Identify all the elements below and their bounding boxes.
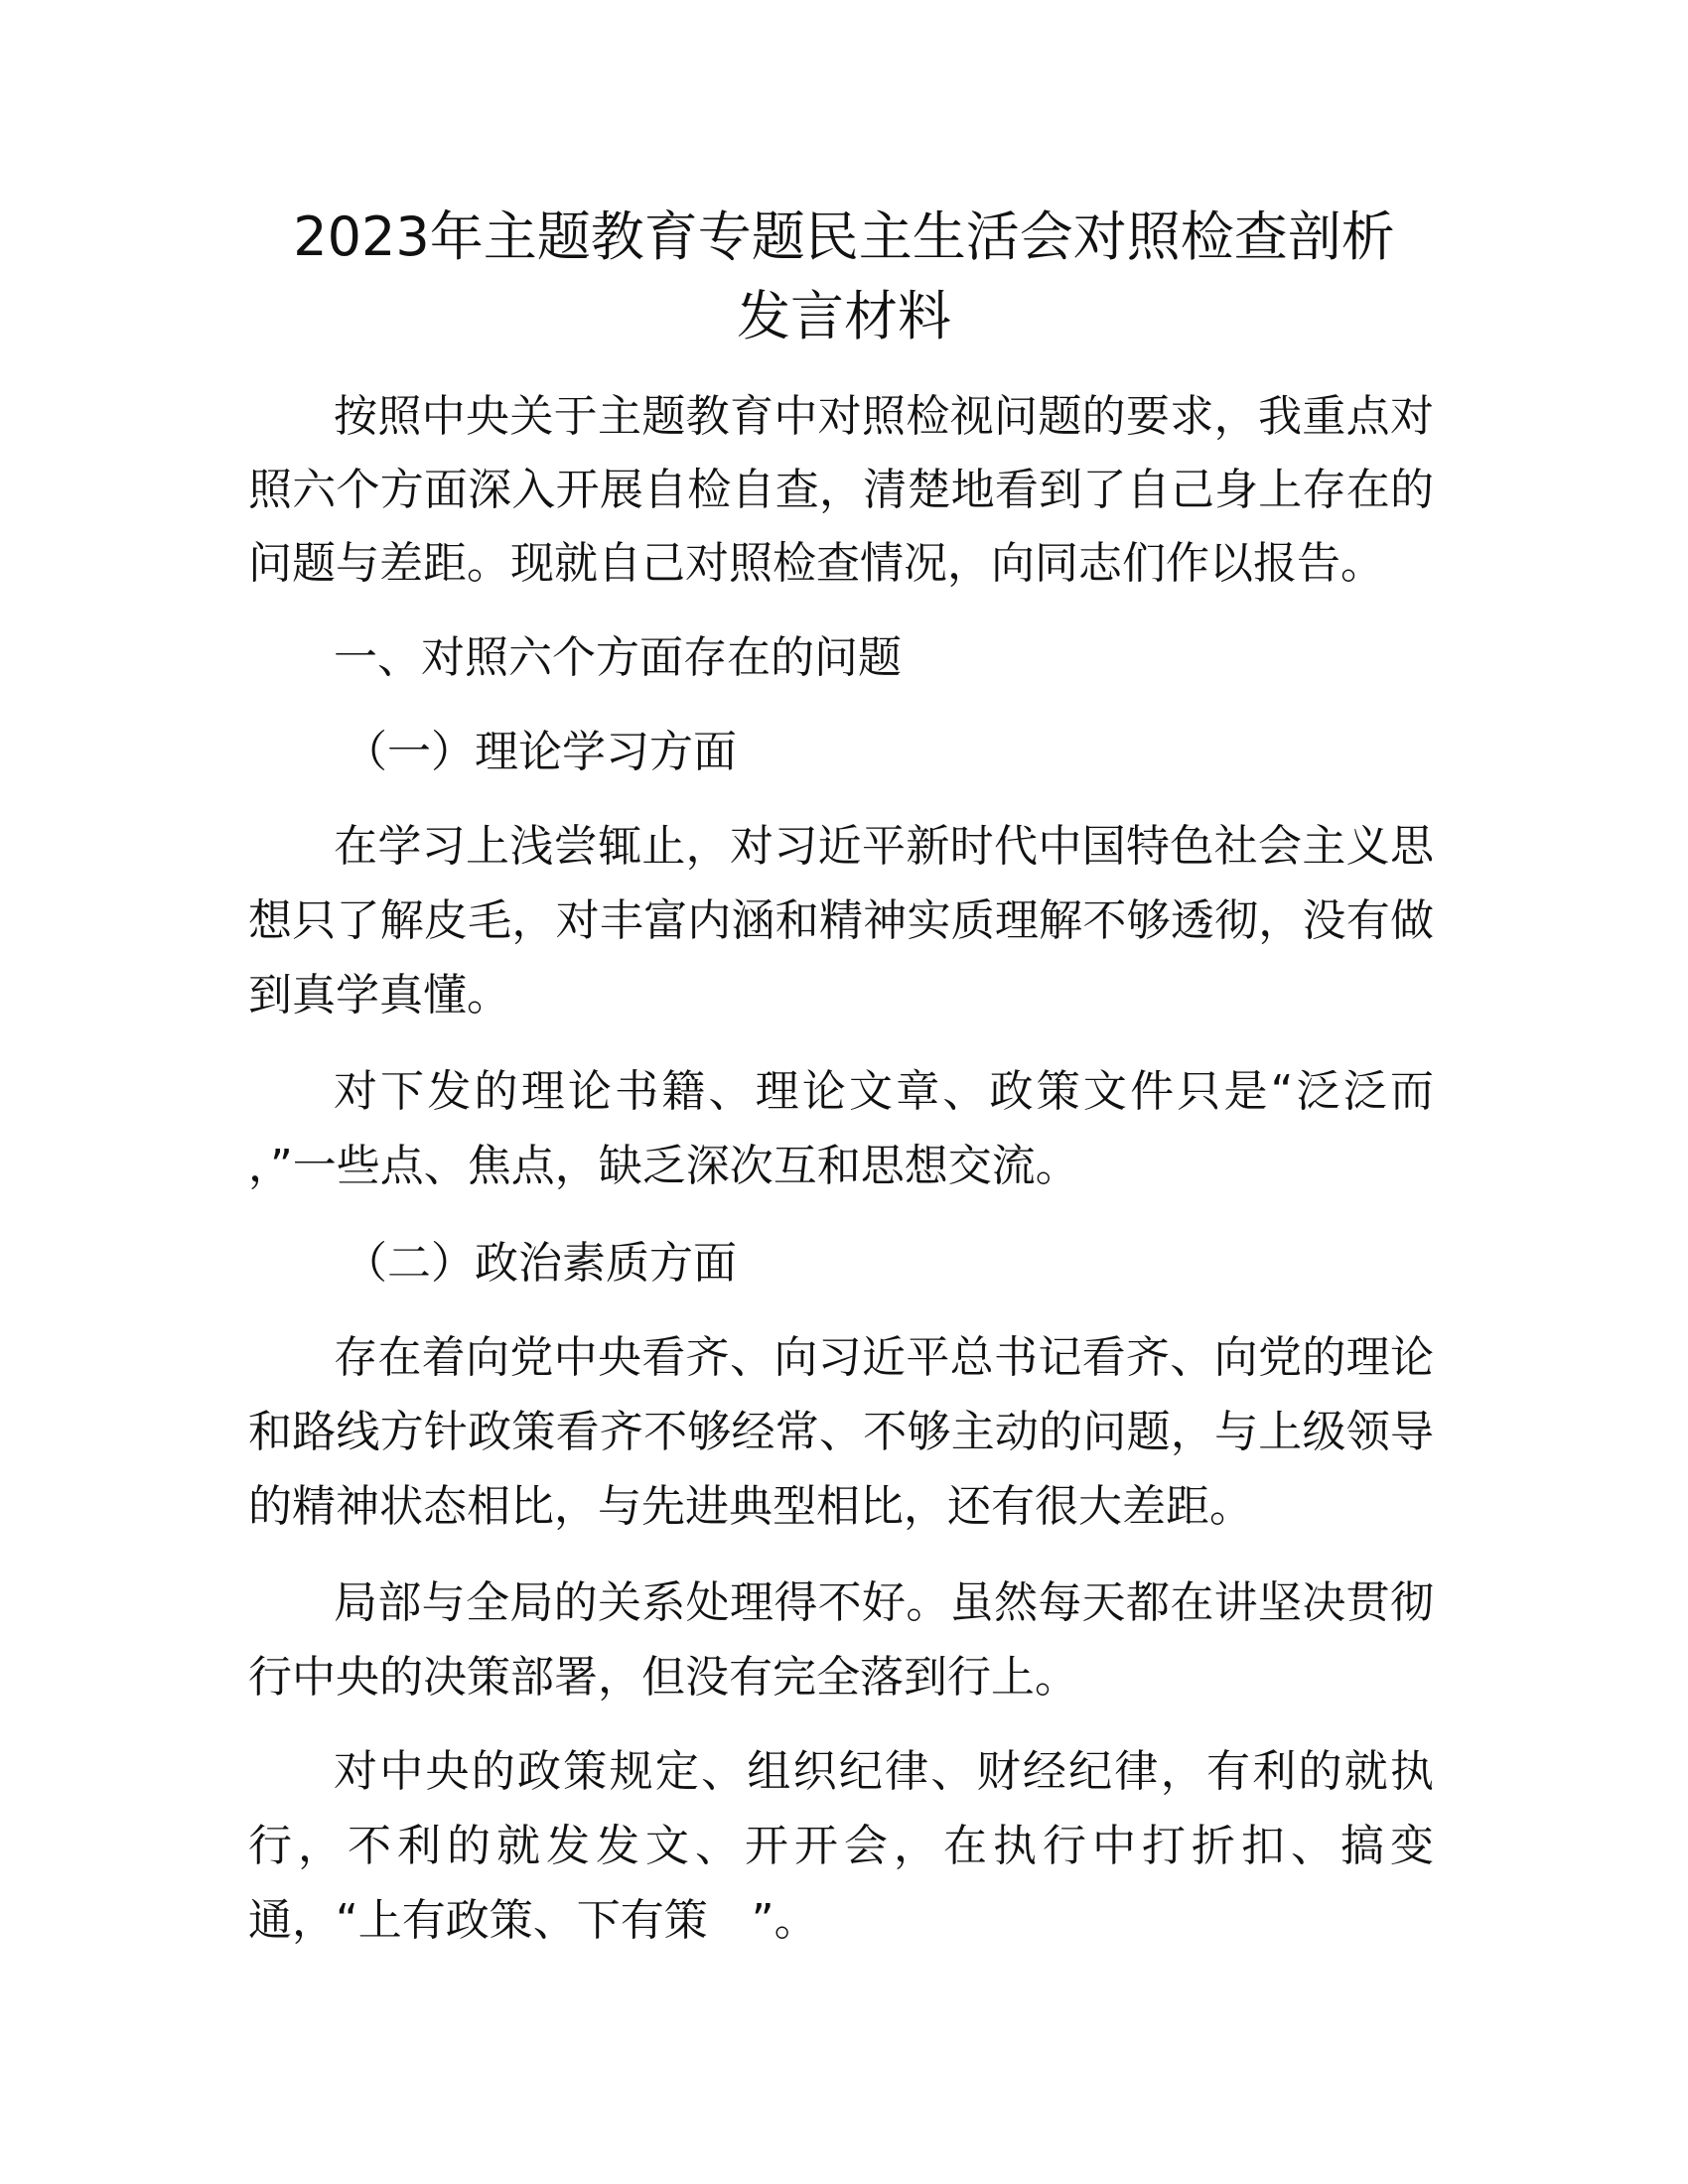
intro-paragraph-line: 按照中央关于主题教育中对照检视问题的要求，我重点对: [334, 391, 1434, 442]
section-heading: 一、对照六个方面存在的问题: [334, 632, 902, 683]
paragraph-line: 行，不利的就发发文、开开会，在执行中打折扣、搞变: [248, 1821, 1434, 1871]
paragraph-line: 的精神状态相比，与先进典型相比，还有很大差距。: [248, 1481, 1253, 1532]
paragraph-line: 到真学真懂。: [248, 970, 510, 1021]
paragraph-line: 对下发的理论书籍、理论文章、政策文件只是“泛泛而: [334, 1066, 1434, 1117]
document-title-line-2: 发言材料: [737, 285, 951, 347]
paragraph-line: 在学习上浅尝辄止，对习近平新时代中国特色社会主义思: [334, 821, 1434, 872]
paragraph-line: 想只了解皮毛，对丰富内涵和精神实质理解不够透彻，没有做: [248, 895, 1434, 946]
paragraph-line: 局部与全局的关系处理得不好。虽然每天都在讲坚决贯彻: [334, 1577, 1434, 1628]
paragraph-line: 行中央的决策部署，但没有完全落到行上。: [248, 1652, 1078, 1703]
paragraph-line: 存在着向党中央看齐、向习近平总书记看齐、向党的理论: [334, 1332, 1434, 1383]
paragraph-line: 通，“上有政策、下有策 ”。: [248, 1895, 818, 1946]
intro-paragraph-line: 照六个方面深入开展自检自查，清楚地看到了自己身上存在的: [248, 465, 1434, 515]
paragraph-line: 和路线方针政策看齐不够经常、不够主动的问题，与上级领导: [248, 1407, 1434, 1457]
subsection-heading: （一）理论学习方面: [344, 727, 737, 777]
document-title-line-1: 2023年主题教育专题民主生活会对照检查剖析: [293, 205, 1395, 268]
subsection-heading: （二）政治素质方面: [344, 1238, 737, 1289]
paragraph-line: 对中央的政策规定、组织纪律、财经纪律，有利的就执: [334, 1746, 1434, 1797]
intro-paragraph-line: 问题与差距。现就自己对照检查情况，向同志们作以报告。: [248, 538, 1384, 589]
paragraph-line: ，”一些点、焦点，缺乏深次互和思想交流。: [248, 1141, 1079, 1191]
